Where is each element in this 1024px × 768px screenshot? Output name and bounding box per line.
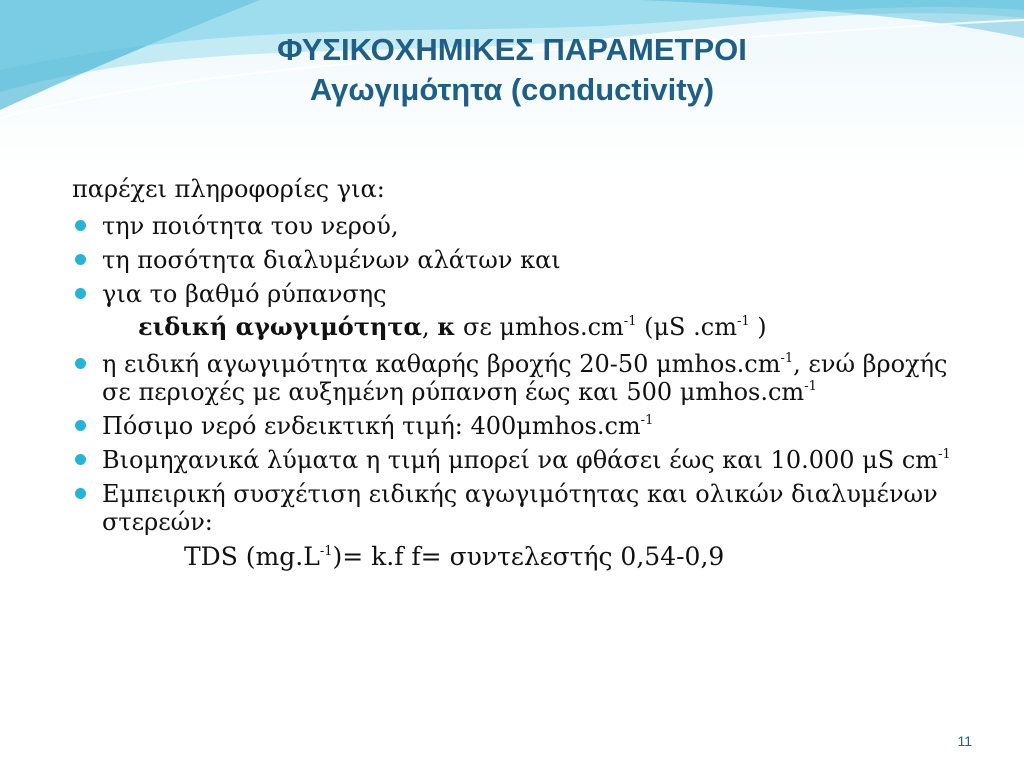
- list-item-text: την ποιότητα του νερού,: [102, 212, 399, 240]
- list-item-text: Πόσιμο νερό ενδεικτική τιμή: 400μmhos.cm: [102, 412, 641, 440]
- specific-conductivity-term: ειδική αγωγιμότητα: [138, 312, 423, 341]
- bullet-icon: [75, 254, 86, 265]
- tds-formula-text: TDS (mg.L: [184, 542, 320, 571]
- list-item-text: η ειδική αγωγιμότητα καθαρής βροχής 20-50 μmhos.cm: [102, 350, 781, 378]
- list-item-text: Εμπειρική συσχέτιση ειδικής αγωγιμότητας και ολικών διαλυμένων στερεών:: [102, 480, 938, 536]
- unit-exponent: -1: [780, 351, 794, 366]
- tds-formula-text-cont: )= k.f f= συντελεστής 0,54-0,9: [332, 542, 725, 571]
- unit-text-alt: (μS .cm: [636, 313, 737, 341]
- slide-body: [72, 172, 972, 574]
- bullet-icon: [75, 488, 86, 499]
- bullet-icon: [75, 420, 86, 431]
- list-item-text: Βιομηχανικά λύματα η τιμή μπορεί να φθάσει έως και 10.000 μS cm: [102, 446, 939, 474]
- tds-formula: [72, 540, 972, 574]
- tds-exponent: -1: [319, 544, 333, 559]
- unit-exponent: -1: [640, 413, 654, 428]
- list-item: [72, 246, 972, 274]
- list-item-text: τη ποσότητα διαλυμένων αλάτων και: [102, 246, 561, 274]
- bullet-icon: [75, 454, 86, 465]
- intro-text: παρέχει πληροφορίες για:: [72, 175, 385, 203]
- list-item: [72, 280, 972, 308]
- title-line-2: Αγωγιμότητα (conductivity): [309, 72, 715, 107]
- comma: ,: [422, 313, 430, 341]
- list-item: [72, 480, 972, 536]
- unit-exponent: -1: [623, 314, 637, 329]
- specific-conductivity-line: [72, 310, 972, 344]
- page-number: 11: [957, 733, 972, 749]
- title-line-1: ΦΥΣΙΚΟΧΗΜΙΚΕΣ ΠΑΡΑΜΕΤΡΟΙ: [277, 32, 747, 67]
- list-item: [72, 412, 972, 440]
- bullet-icon: [75, 220, 86, 231]
- kappa-symbol: κ: [437, 312, 456, 341]
- list-item-text-cont: , ενώ βροχής σε περιοχές με αυξημένη ρύπανση έως και 500 μmhos.cm: [102, 350, 948, 406]
- unit-exponent: -1: [804, 379, 817, 394]
- closing-paren: ): [749, 313, 767, 341]
- list-item: [72, 446, 972, 474]
- bullet-icon: [75, 358, 86, 369]
- unit-exponent-alt: -1: [736, 314, 750, 329]
- list-item: [72, 212, 972, 240]
- unit-exponent: -1: [938, 447, 951, 462]
- list-item: [72, 350, 972, 406]
- list-item-text: για το βαθμό ρύπανσης: [102, 280, 387, 308]
- bullet-icon: [75, 288, 86, 299]
- slide-title: [0, 30, 1024, 110]
- unit-text: σε μmhos.cm: [455, 313, 624, 341]
